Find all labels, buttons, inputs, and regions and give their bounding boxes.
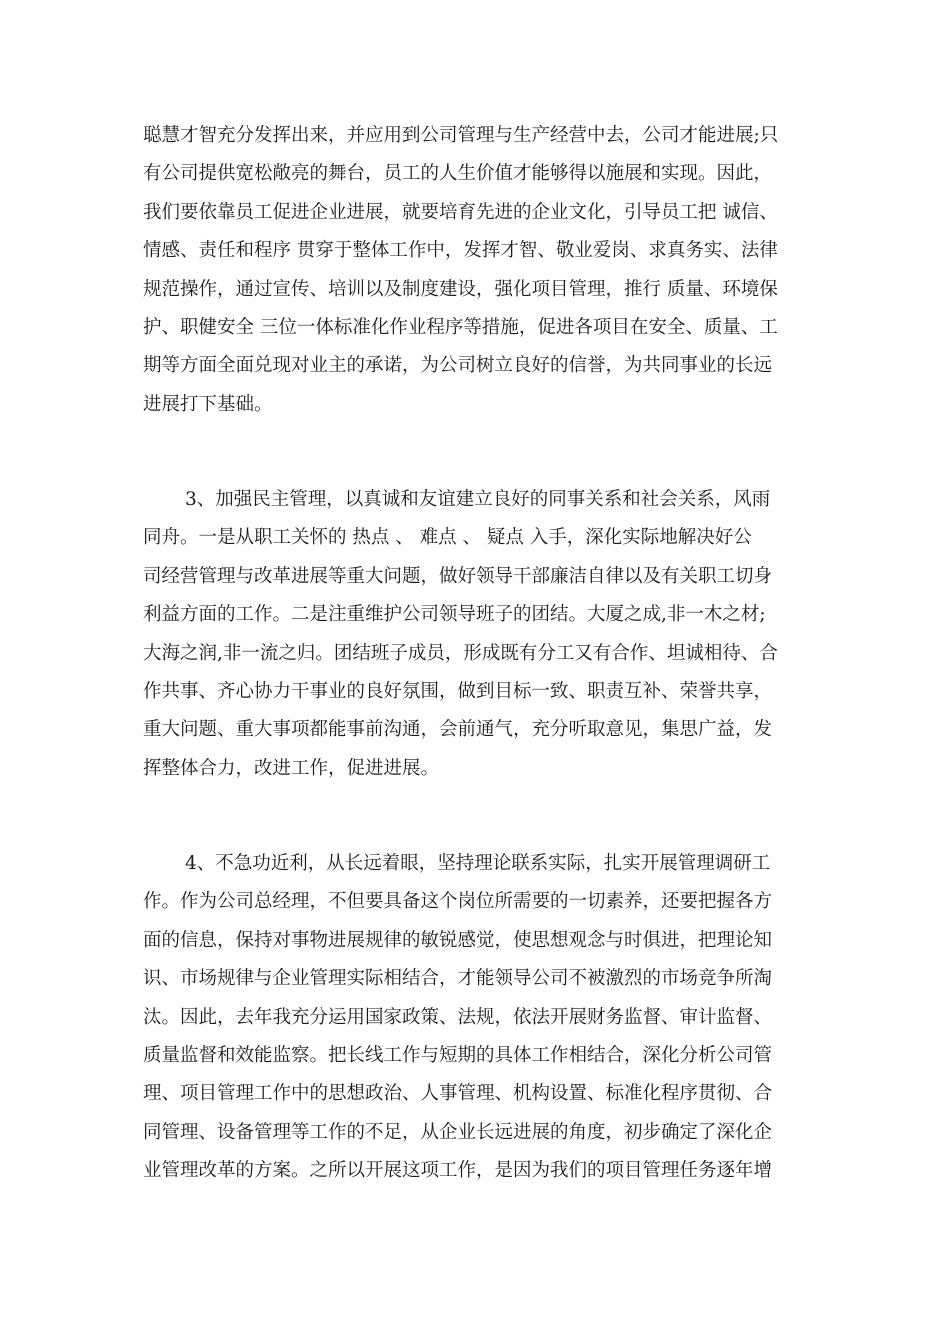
paragraph-2 bbox=[143, 481, 815, 788]
text-line: 理、项目管理工作中的思想政治、人事管理、机构设置、标准化程序贯彻、合 bbox=[143, 1083, 773, 1105]
text-line: 有公司提供宽松敞亮的舞台，员工的人生价值才能够得以施展和实现。因此， bbox=[143, 163, 773, 185]
text-line: 质量监督和效能监察。把长线工作与短期的具体工作相结合，深化分析公司管 bbox=[143, 1044, 773, 1066]
text-line: 汰。因此，去年我充分运用国家政策、法规，依法开展财务监督、审计监督、 bbox=[143, 1006, 773, 1028]
text-line: 我们要依靠员工促进企业进展，就要培育先进的企业文化，引导员工把 诚信、 bbox=[143, 201, 778, 223]
text-line: 挥整体合力，改进工作，促进进展。 bbox=[143, 757, 440, 779]
paragraph-3 bbox=[143, 845, 815, 1191]
text-line: 面的信息，保持对事物进展规律的敏锐感觉，使思想观念与时俱进，把理论知 bbox=[143, 929, 773, 951]
text-line: 进展打下基础。 bbox=[143, 393, 273, 415]
text-line: 作共事、齐心协力干事业的良好氛围，做到目标一致、职责互补、荣誉共享， bbox=[143, 680, 773, 702]
text-line: 重大问题、重大事项都能事前沟通，会前通气，充分听取意见，集思广益，发 bbox=[143, 719, 773, 741]
text-line: 作。作为公司总经理，不但要具备这个岗位所需要的一切素养，还要把握各方 bbox=[143, 891, 773, 913]
text-line: 情感、责任和程序 贯穿于整体工作中，发挥才智、敬业爱岗、求真务实、法律 bbox=[143, 240, 778, 262]
text-line: 3、加强民主管理，以真诚和友谊建立良好的同事关系和社会关系，风雨 bbox=[185, 489, 771, 510]
text-line: 同管理、设备管理等工作的不足，从企业长远进展的角度，初步确定了深化企 bbox=[143, 1121, 773, 1143]
text-line: 同舟。一是从职工关怀的 热点 、 难点 、 疑点 入手，深化实际地解决好公 bbox=[143, 527, 752, 549]
text-line: 司经营管理与改革进展等重大问题，做好领导干部廉洁自律以及有关职工切身 bbox=[143, 565, 773, 587]
text-line: 规范操作，通过宣传、培训以及制度建设，强化项目管理，推行 质量、环境保 bbox=[143, 278, 778, 300]
paragraph-1 bbox=[143, 117, 815, 424]
text-line: 4、不急功近利，从长远着眼，坚持理论联系实际，扎实开展管理调研工 bbox=[185, 853, 771, 874]
text-line: 利益方面的工作。二是注重维护公司领导班子的团结。大厦之成,非一木之材; bbox=[143, 604, 766, 626]
text-line: 聪慧才智充分发挥出来，并应用到公司管理与生产经营中去，公司才能进展;只 bbox=[143, 125, 779, 146]
text-line: 大海之润,非一流之归。团结班子成员，形成既有分工又有合作、坦诚相待、合 bbox=[143, 642, 778, 664]
text-line: 期等方面全面兑现对业主的承诺，为公司树立良好的信誉，为共同事业的长远 bbox=[143, 355, 773, 377]
text-line: 业管理改革的方案。之所以开展这项工作，是因为我们的项目管理任务逐年增 bbox=[143, 1160, 773, 1182]
text-line: 识、市场规律与企业管理实际相结合，才能领导公司不被激烈的市场竞争所淘 bbox=[143, 968, 773, 990]
text-line: 护、职健安全 三位一体标准化作业程序等措施，促进各项目在安全、质量、工 bbox=[143, 316, 778, 338]
